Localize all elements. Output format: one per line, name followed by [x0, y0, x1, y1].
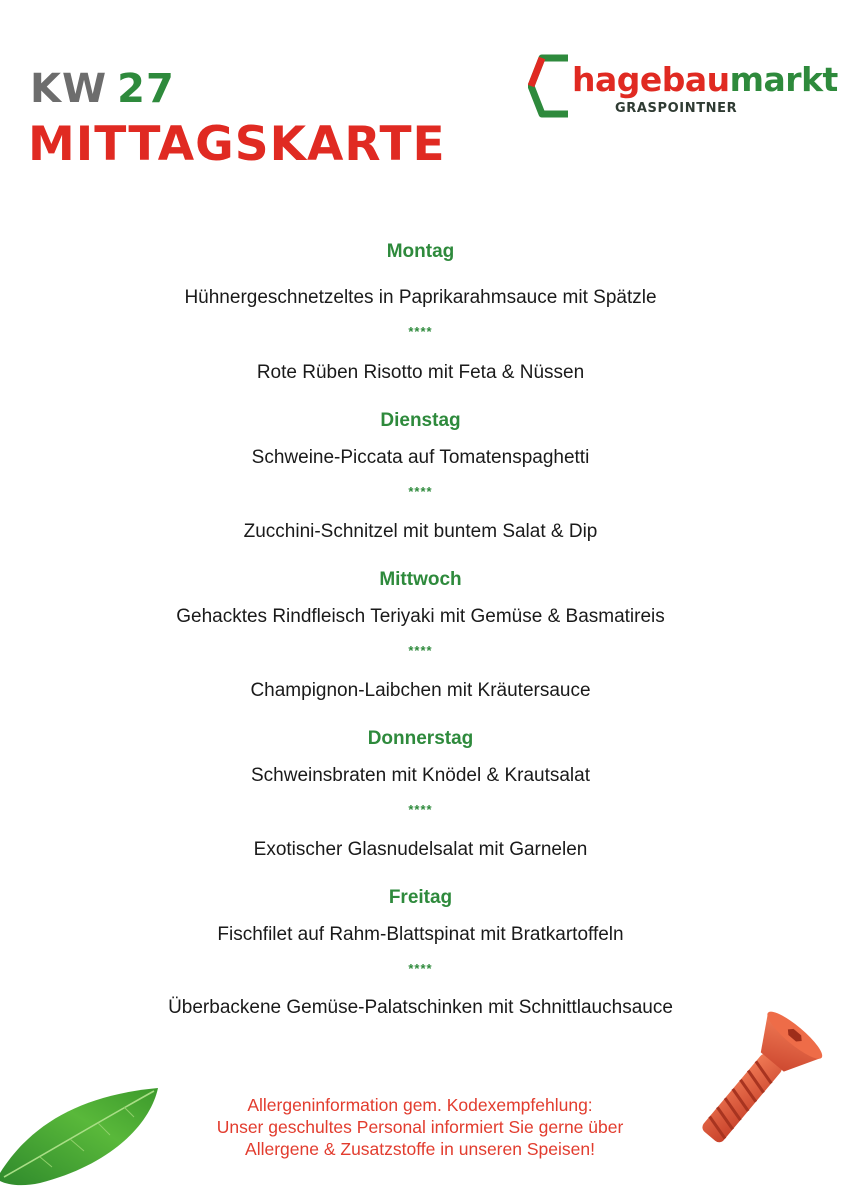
logo-subtitle: GRASPOINTNER: [615, 101, 738, 116]
kw-label: KW: [30, 66, 108, 112]
allergen-line-1: Allergeninformation gem. Kodexempfehlung:: [247, 1095, 593, 1115]
dish-freitag-1: Fischfilet auf Rahm-Blattspinat mit Bratkartoffeln: [217, 924, 624, 945]
page-title: MITTAGSKARTE: [28, 117, 446, 172]
week-number: 27: [117, 66, 175, 112]
dish-mittwoch-2: Champignon-Laibchen mit Kräutersauce: [250, 680, 591, 701]
allergen-line-3: Allergene & Zusatzstoffe in unseren Speisen!: [245, 1139, 595, 1159]
logo-brand-part1: hagebau: [572, 60, 730, 99]
dish-montag-2: Rote Rüben Risotto mit Feta & Nüssen: [256, 362, 585, 383]
logo-brand-part2: markt: [729, 60, 838, 99]
dish-dienstag-1: Schweine-Piccata auf Tomatenspaghetti: [251, 447, 590, 468]
day-heading-dienstag: Dienstag: [380, 410, 461, 431]
dish-mittwoch-1: Gehacktes Rindfleisch Teriyaki mit Gemüse & Basmatireis: [176, 606, 665, 627]
dish-montag-1: Hühnergeschnetzeltes in Paprikarahmsauce mit Spätzle: [184, 287, 657, 308]
dish-donnerstag-2: Exotischer Glasnudelsalat mit Garnelen: [253, 839, 588, 860]
day-heading-donnerstag: Donnerstag: [367, 728, 474, 749]
day-heading-montag: Montag: [386, 241, 455, 262]
leaf-icon: [0, 1085, 175, 1190]
dish-donnerstag-1: Schweinsbraten mit Knödel & Krautsalat: [250, 765, 590, 786]
day-heading-freitag: Freitag: [388, 887, 453, 908]
separator: ****: [408, 484, 433, 499]
separator: ****: [408, 324, 433, 339]
allergen-info: [160, 1094, 680, 1160]
allergen-line-2: Unser geschultes Personal informiert Sie gerne über: [216, 1117, 624, 1137]
dish-dienstag-2: Zucchini-Schnitzel mit buntem Salat & Dip: [243, 521, 598, 542]
separator: ****: [408, 802, 433, 817]
separator: ****: [408, 643, 433, 658]
screw-icon: [678, 1010, 828, 1160]
day-heading-mittwoch: Mittwoch: [379, 569, 462, 590]
separator: ****: [408, 961, 433, 976]
dish-freitag-2: Überbackene Gemüse-Palatschinken mit Schnittlauchsauce: [168, 997, 673, 1018]
